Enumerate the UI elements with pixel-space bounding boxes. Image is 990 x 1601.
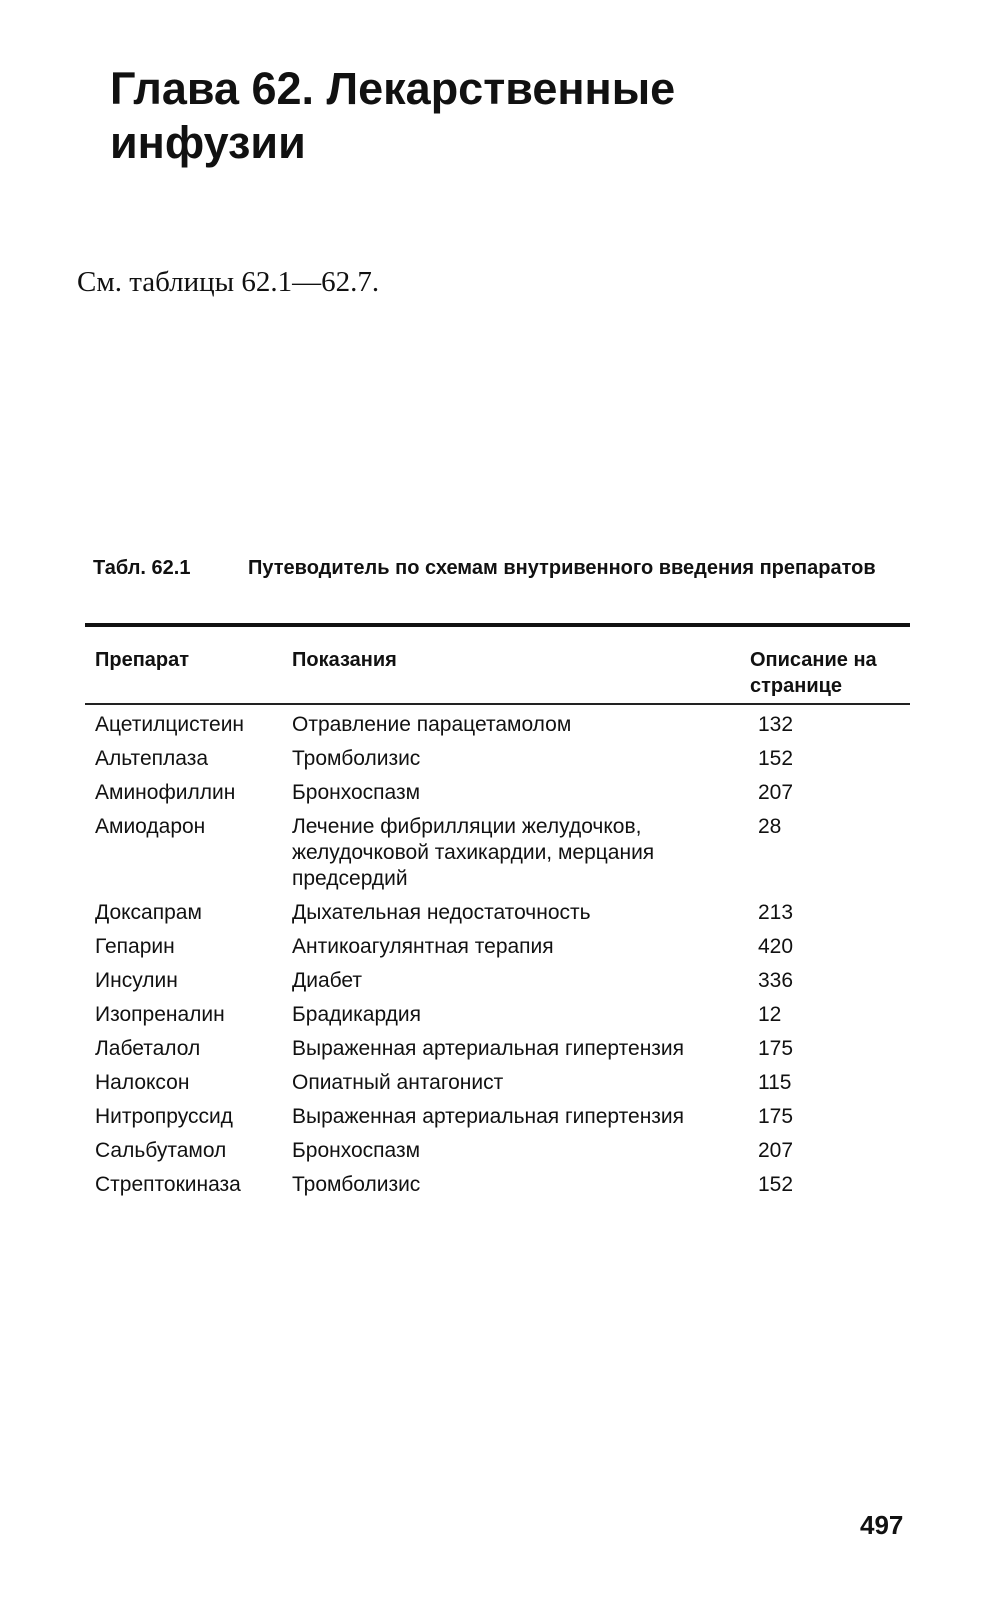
drug-cell: Стрептокиназа <box>95 1173 241 1196</box>
indication-cell: Лечение фибрилляции желудочков, желудочковой тахикардии, мерцания предсердий <box>292 815 655 890</box>
table-row <box>0 780 990 814</box>
table-row <box>0 814 990 900</box>
indication-cell: Отравление парацетамолом <box>292 713 572 736</box>
table-row <box>0 1138 990 1172</box>
indication-cell: Тромболизис <box>292 1173 421 1196</box>
drug-cell: Лабеталол <box>95 1037 201 1060</box>
header-page: Описание на странице <box>750 649 877 697</box>
page-cell: 207 <box>758 781 794 804</box>
drug-cell: Доксапрам <box>95 901 202 924</box>
drug-cell: Аминофиллин <box>95 781 236 804</box>
drug-cell: Сальбутамол <box>95 1139 227 1162</box>
indication-cell: Антикоагулянтная терапия <box>292 935 554 958</box>
table-row <box>0 712 990 746</box>
indication-cell: Диабет <box>292 969 363 992</box>
table-number: Табл. 62.1 <box>93 557 191 579</box>
table-row <box>0 1104 990 1138</box>
indication-cell: Опиатный антагонист <box>292 1071 504 1094</box>
drug-cell: Инсулин <box>95 969 178 992</box>
table-row <box>0 1070 990 1104</box>
page-cell: 28 <box>758 815 782 838</box>
page-cell: 132 <box>758 713 794 736</box>
drug-cell: Амиодарон <box>95 815 206 838</box>
page-cell: 152 <box>758 747 794 770</box>
page-cell: 175 <box>758 1105 794 1128</box>
drug-cell: Гепарин <box>95 935 175 958</box>
drug-cell: Ацетилцистеин <box>95 713 245 736</box>
table-title: Путеводитель по схемам внутривенного введения препаратов <box>248 557 876 579</box>
table-row <box>0 934 990 968</box>
indication-cell: Бронхоспазм <box>292 781 421 804</box>
table-row <box>0 1172 990 1206</box>
page-cell: 420 <box>758 935 794 958</box>
page-cell: 213 <box>758 901 794 924</box>
table-body <box>0 712 990 1206</box>
header-drug: Препарат <box>95 649 190 671</box>
table-row <box>0 1036 990 1070</box>
see-tables-note: См. таблицы 62.1—62.7. <box>77 266 380 298</box>
indication-cell: Выраженная артериальная гипертензия <box>292 1105 685 1128</box>
header-indication: Показания <box>292 649 397 671</box>
page-cell: 12 <box>758 1003 782 1026</box>
indication-cell: Бронхоспазм <box>292 1139 421 1162</box>
page-cell: 336 <box>758 969 794 992</box>
page-cell: 175 <box>758 1037 794 1060</box>
table-header-rule <box>85 703 910 705</box>
table-top-rule <box>85 623 910 627</box>
drug-cell: Изопреналин <box>95 1003 225 1026</box>
page-cell: 152 <box>758 1173 794 1196</box>
drug-cell: Нитропруссид <box>95 1105 233 1128</box>
indication-cell: Дыхательная недостаточность <box>292 901 591 924</box>
drug-cell: Альтеплаза <box>95 747 208 770</box>
indication-cell: Тромболизис <box>292 747 421 770</box>
indication-cell: Брадикардия <box>292 1003 422 1026</box>
table-row <box>0 1002 990 1036</box>
chapter-title: Глава 62. Лекарственные инфузии <box>110 63 676 168</box>
indication-cell: Выраженная артериальная гипертензия <box>292 1037 685 1060</box>
page-number: 497 <box>860 1510 904 1540</box>
page-cell: 207 <box>758 1139 794 1162</box>
table-row <box>0 900 990 934</box>
page-cell: 115 <box>758 1071 792 1094</box>
table-row <box>0 968 990 1002</box>
drug-cell: Налоксон <box>95 1071 190 1094</box>
table-row <box>0 746 990 780</box>
